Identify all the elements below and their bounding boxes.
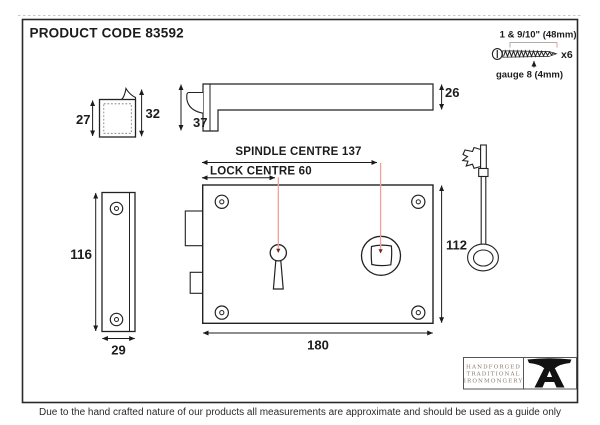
plate-side-view: [70, 193, 135, 358]
dim-case-width: 180: [307, 337, 329, 353]
dim-keep-depth: 27: [76, 112, 91, 127]
screw-gauge-label: gauge 8 (4mm): [495, 69, 564, 81]
dim-case-depth: 37: [193, 115, 208, 130]
case-front-view: [185, 146, 467, 353]
dim-lock-centre: LOCK CENTRE 60: [210, 165, 312, 178]
keep-side-view: [76, 89, 160, 138]
dim-plate-width: 29: [111, 342, 126, 358]
screw-icon: [492, 49, 556, 60]
screw-length-label: 1 & 9/10" (48mm): [499, 29, 577, 41]
keep-lip-curve: [122, 89, 136, 100]
key-bit: [463, 148, 481, 169]
dim-case-height: 112: [446, 237, 467, 253]
dim-plate-height: 116: [70, 247, 92, 262]
screw-spec: [492, 30, 576, 81]
latch-bolt-profile: [187, 93, 203, 114]
dim-case-top-height: 26: [445, 85, 460, 100]
logo-line-2: TRADITIONAL: [466, 371, 521, 378]
dim-spindle-centre: SPINDLE CENTRE 137: [235, 146, 362, 158]
latch-bolt-front: [185, 211, 203, 246]
dead-bolt-front: [190, 272, 203, 293]
spindle-square: [371, 245, 391, 265]
product-code-label: PRODUCT CODE 83592: [29, 25, 184, 41]
disclaimer-text: Due to the hand crafted nature of our products all measurements are approximate and should be used as a guide only: [39, 407, 561, 418]
screw-length-bracket: [510, 43, 557, 48]
screw-quantity-label: x6: [561, 49, 573, 61]
key-icon: [463, 145, 499, 271]
case-top-view: [181, 84, 459, 131]
logo-line-1: HANDFORGED: [465, 364, 522, 371]
key-bow-inner: [474, 250, 494, 266]
logo-line-3: IRONMONGERY: [463, 378, 524, 385]
dim-keep-height: 32: [145, 106, 160, 121]
brand-logo: [464, 358, 577, 390]
